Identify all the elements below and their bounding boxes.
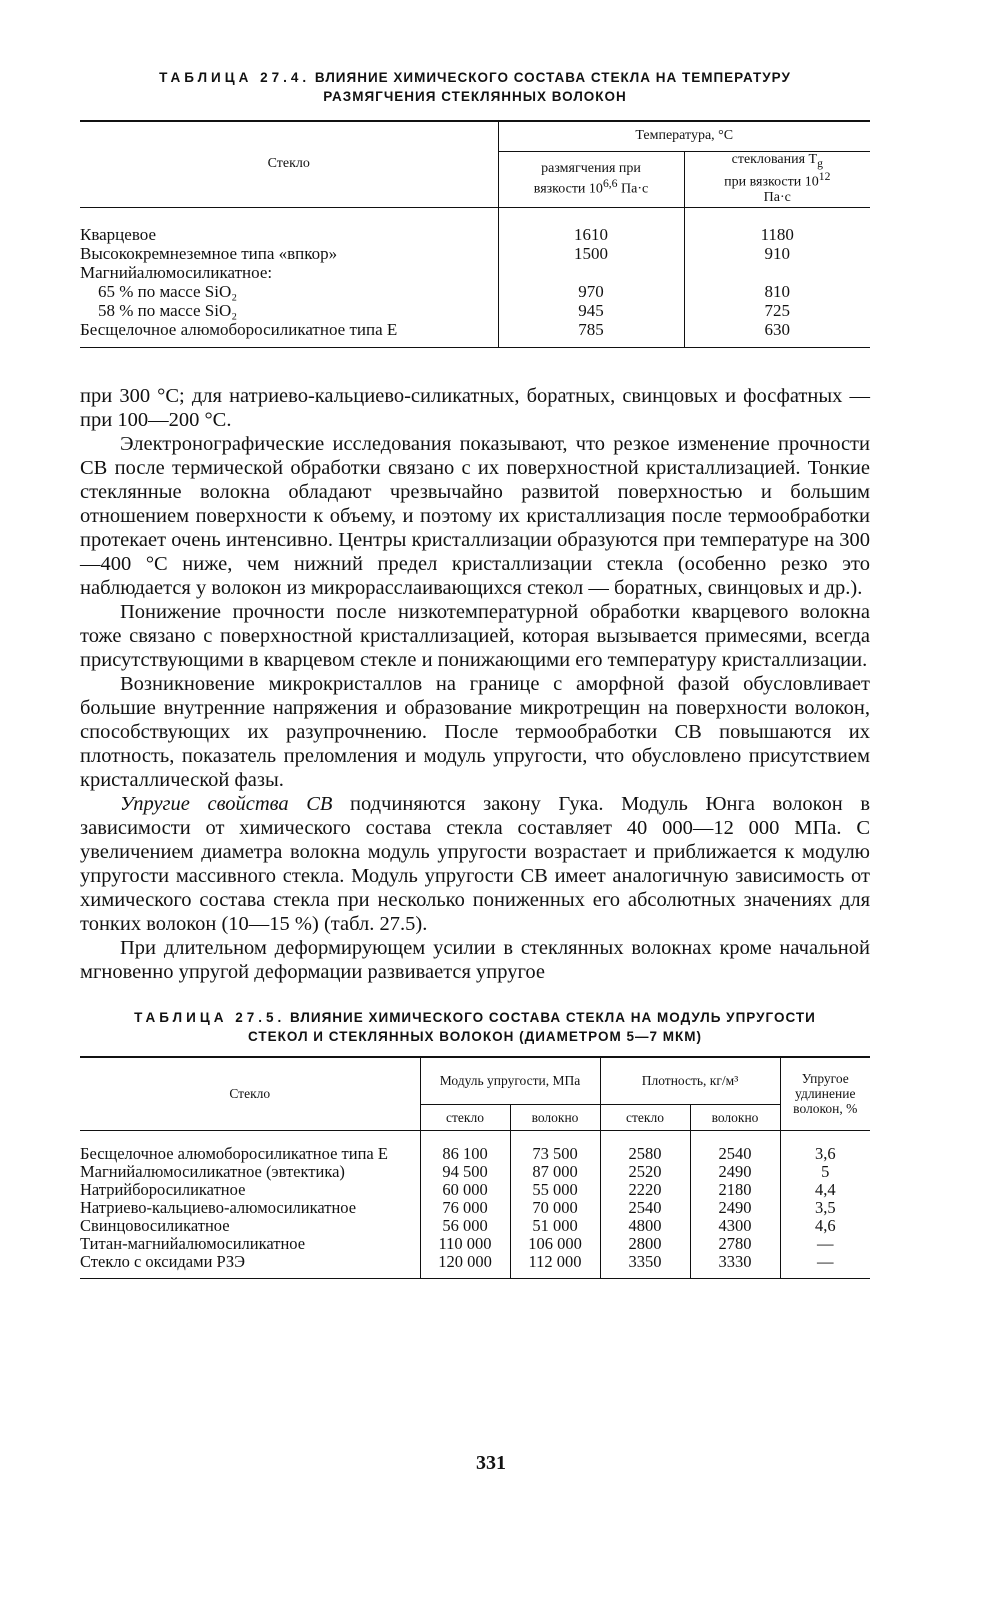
table2-caption	[80, 1008, 870, 1046]
table2	[80, 1056, 870, 1280]
table2-subheader-fiber: волокно	[510, 1105, 600, 1131]
table-row: Титан-магнийалюмосиликатное 110 000 106 000 2800 2780 —	[80, 1235, 870, 1253]
table2-subheader-glass: стекло	[420, 1105, 510, 1131]
table-row: Бесщелочное алюмоборосиликатное типа Е 86 100 73 500 2580 2540 3,6	[80, 1145, 870, 1163]
table-row: Высококремнеземное типа «впкор» 1500 910	[80, 244, 870, 263]
table-row: 58 % по массе SiO₂ 945 725	[80, 301, 870, 320]
paragraph: Упругие свойства СВ подчиняются закону Гука. Модуль Юнга волокон в зависимости от химического состава стекла составляет 40 000—12 000 МПа. С увеличением диаметра волокна модуль упругости возрастает и приближается к модулю упругости массивного стекла. Модуль упругости СВ имеет аналогичную зависимость от химического состава стекла при несколько пониженных его абсолютных значениях для тонких волокон (10—15 %) (табл. 27.5).	[80, 792, 871, 935]
paragraph: При длительном деформирующем усилии в стеклянных волокнах кроме начальной мгновенно упругой деформации развивается упругое	[80, 936, 870, 983]
table2-header-modulus: Модуль упругости, МПа	[420, 1057, 600, 1105]
table-row: Бесщелочное алюмоборосиликатное типа Е 785 630	[80, 320, 870, 339]
table2-title-line1: ВЛИЯНИЕ ХИМИЧЕСКОГО СОСТАВА СТЕКЛА НА МОДУЛЬ УПРУГОСТИ	[289, 1009, 816, 1025]
table1-label: ТАБЛИЦА 27.4.	[159, 70, 311, 85]
table1-header-glass: Стекло	[80, 121, 498, 207]
table1-caption	[80, 68, 870, 106]
table1-title-line2: РАЗМЯГЧЕНИЯ СТЕКЛЯННЫХ ВОЛОКОН	[323, 89, 627, 104]
table1-title-line1: ВЛИЯНИЕ ХИМИЧЕСКОГО СОСТАВА СТЕКЛА НА ТЕМПЕРАТУРУ	[314, 70, 791, 85]
document-page	[80, 68, 870, 1279]
table1-header-glass-transition: стеклования $T_g$ при вязкости $10^{12}$ Па·с	[684, 151, 870, 207]
table-row: 65 % по массе SiO₂ 970 810	[80, 282, 870, 301]
table1-header-temperature: Температура, °C	[498, 121, 870, 151]
page-number: 331	[476, 1452, 506, 1474]
paragraph: при 300 °C; для натриево-кальциево-силикатных, боратных, свинцовых и фосфатных — при 100—200 °C.	[80, 384, 870, 431]
table2-header-density: Плотность, кг/м³	[600, 1057, 780, 1105]
paragraph: Электронографические исследования показывают, что резкое изменение прочности СВ после термической обработки связано с их поверхностной кристаллизацией. Тонкие стеклянные волокна обладают чрезвычайно развитой поверхностью и большим отношением поверхности к объему, и поэтому их кристаллизация после термообработки протекает очень интенсивно. Центры кристаллизации образуются при температуре на 300—400 °C ниже, чем нижний предел кристаллизации стекла (особенно резко это наблюдается у волокон из микрорасслаивающихся стекол — боратных, свинцовых и др.).	[80, 432, 870, 599]
table2-header-elongation: Упругое удлинение волокон, %	[780, 1057, 870, 1131]
table2-header-glass: Стекло	[80, 1057, 420, 1131]
table2-title-line2: СТЕКОЛ И СТЕКЛЯННЫХ ВОЛОКОН (ДИАМЕТРОМ 5—7 МКМ)	[248, 1028, 702, 1044]
emphasis: Упругие свойства СВ	[120, 792, 333, 815]
body-text	[80, 384, 870, 984]
table-row: Свинцовосиликатное 56 000 51 000 4800 4300 4,6	[80, 1217, 870, 1235]
table2-label: ТАБЛИЦА 27.5.	[134, 1009, 286, 1025]
table-row: Стекло с оксидами РЗЭ 120 000 112 000 3350 3330 —	[80, 1253, 870, 1271]
table2-subheader-fiber: волокно	[690, 1105, 780, 1131]
paragraph: Понижение прочности после низкотемпературной обработки кварцевого волокна тоже связано с поверхностной кристаллизацией, которая вызывается примесями, всегда присутствующими в кварцевом стекле и понижающими его температуру кристаллизации.	[80, 600, 870, 671]
table2-subheader-glass: стекло	[600, 1105, 690, 1131]
table1	[80, 120, 870, 348]
paragraph: Возникновение микрокристаллов на границе с аморфной фазой обусловливает большие внутренние напряжения и образование микротрещин на поверхности волокон, способствующих их разупрочнению. После термообработки СВ повышаются их плотность, показатель преломления и модуль упругости, что обусловлено присутствием кристаллической фазы.	[80, 672, 870, 791]
table1-header-softening: размягчения при вязкости 10$^{6,6}$ Па·с	[498, 151, 684, 207]
table-row: Магнийалюмосиликатное:	[80, 263, 870, 282]
table-row: Натрийборосиликатное 60 000 55 000 2220 2180 4,4	[80, 1181, 870, 1199]
table-row: Натриево-кальциево-алюмосиликатное 76 000 70 000 2540 2490 3,5	[80, 1199, 870, 1217]
table-row: Магнийалюмосиликатное (эвтектика) 94 500 87 000 2520 2490 5	[80, 1163, 870, 1181]
table-row: Кварцевое 1610 1180	[80, 225, 870, 244]
